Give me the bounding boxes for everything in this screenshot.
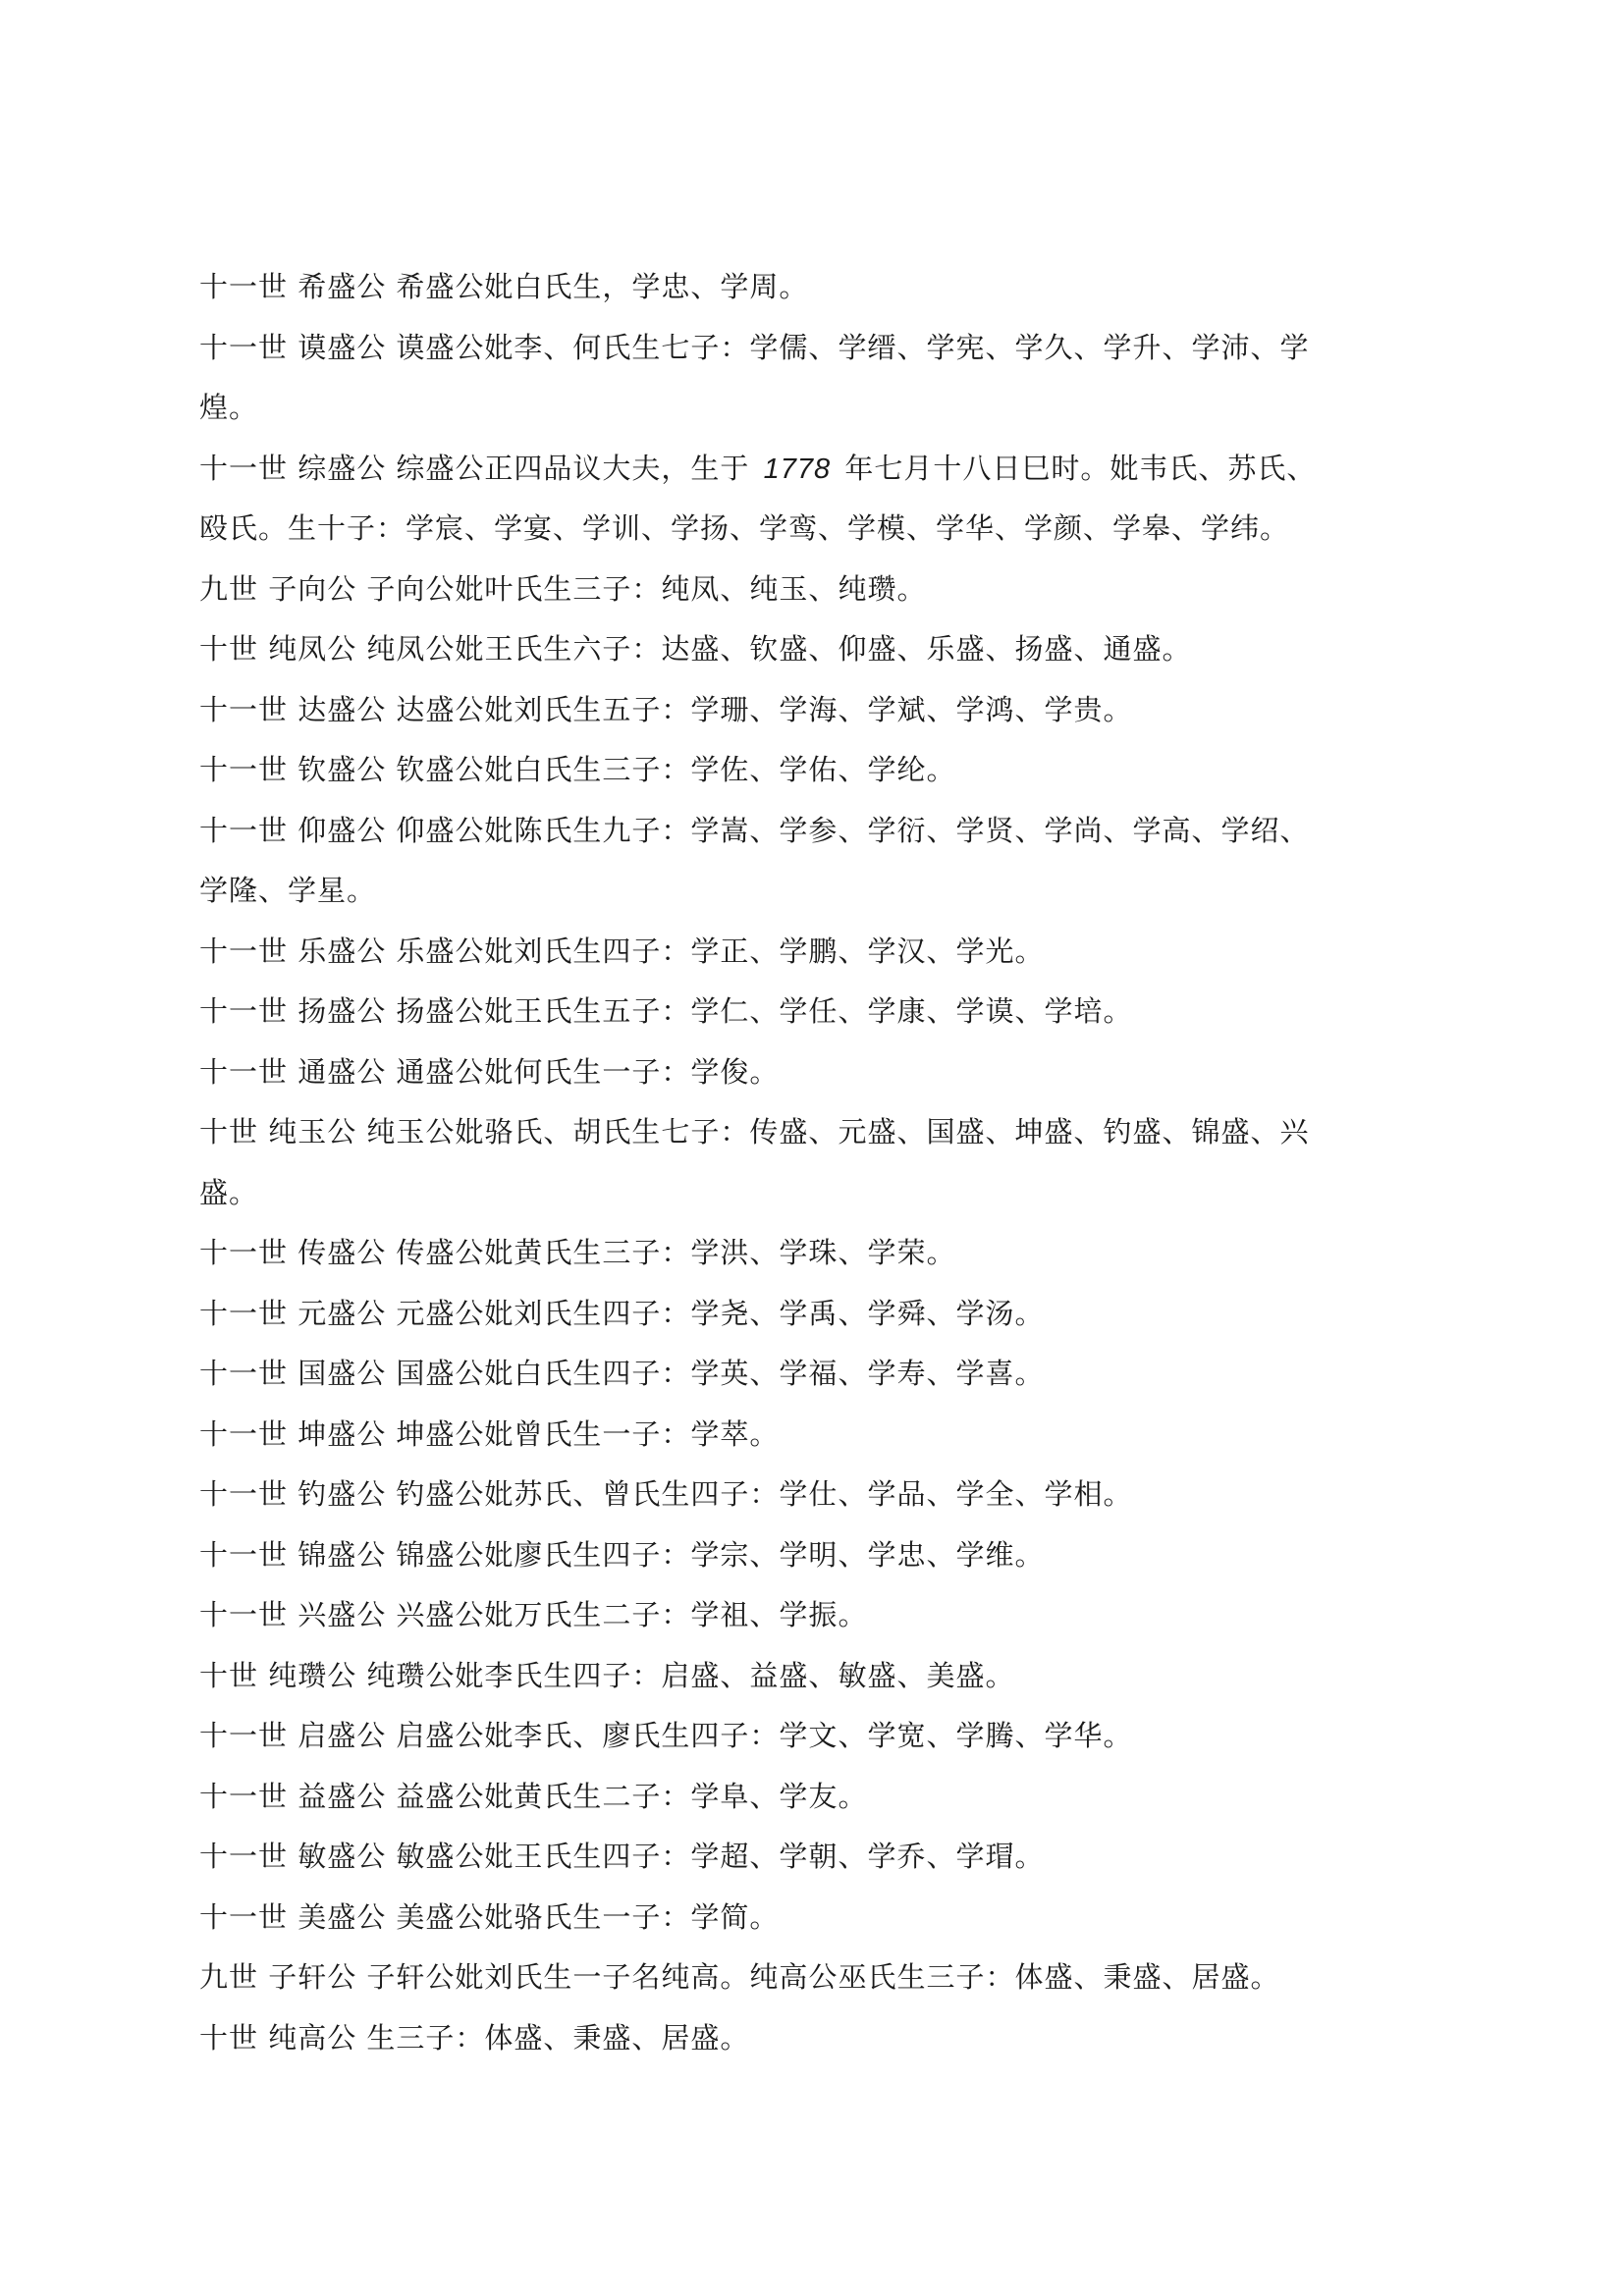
text-line: 十一世 谟盛公 谟盛公妣李、何氏生七子：学儒、学缙、学宪、学久、学升、学沛、学	[199, 330, 1310, 364]
text-line: 学隆、学星。	[199, 874, 377, 907]
text-line: 九世 子向公 子向公妣叶氏生三子：纯凤、纯玉、纯瓒。	[199, 571, 927, 606]
text-line: 十一世 元盛公 元盛公妣刘氏生四子：学尧、学禹、学舜、学汤。	[199, 1296, 1045, 1330]
text-line: 十世 纯高公 生三子：体盛、秉盛、居盛。	[199, 2020, 750, 2055]
text-line: 十一世 乐盛公 乐盛公妣刘氏生四子：学正、学鹏、学汉、学光。	[199, 934, 1045, 968]
text-line: 十一世 锦盛公 锦盛公妣廖氏生四子：学宗、学明、学忠、学维。	[199, 1537, 1045, 1572]
text-line: 十一世 希盛公 希盛公妣白氏生，学忠、学周。	[199, 270, 809, 303]
text-line: 十一世 扬盛公 扬盛公妣王氏生五子：学仁、学任、学康、学谟、学培。	[199, 994, 1133, 1028]
text-line: 十世 纯玉公 纯玉公妣骆氏、胡氏生七子：传盛、元盛、国盛、坤盛、钓盛、锦盛、兴	[199, 1115, 1310, 1148]
genealogy-text	[199, 257, 1466, 2068]
text-line: 十一世 钦盛公 钦盛公妣白氏生三子：学佐、学佑、学纶。	[199, 753, 956, 786]
text-line: 九世 子轩公 子轩公妣刘氏生一子名纯高。纯高公巫氏生三子：体盛、秉盛、居盛。	[199, 1960, 1280, 1994]
text-line: 盛。	[199, 1175, 259, 1209]
text-line: 十一世 坤盛公 坤盛公妣曾氏生一子：学萃。	[199, 1416, 780, 1451]
text-line: 十一世 国盛公 国盛公妣白氏生四子：学英、学福、学寿、学喜。	[199, 1357, 1045, 1390]
text-line: 十一世 益盛公 益盛公妣黄氏生二子：学阜、学友。	[199, 1779, 868, 1813]
year-number: 1778	[763, 453, 832, 485]
text-line: 十一世 启盛公 启盛公妣李氏、廖氏生四子：学文、学宽、学腾、学华。	[199, 1719, 1133, 1752]
text-line: 殴氏。生十子：学宸、学宴、学训、学扬、学鸾、学模、学华、学颜、学皋、学纬。	[199, 511, 1290, 545]
text-line: 十一世 达盛公 达盛公妣刘氏生五子：学珊、学海、学斌、学鸿、学贵。	[199, 692, 1133, 726]
text-line: 十一世 综盛公 综盛公正四品议大夫，生于 1778 年七月十八日巳时。妣韦氏、苏氏、	[199, 451, 1317, 485]
text-line: 十一世 美盛公 美盛公妣骆氏生一子：学简。	[199, 1899, 780, 1934]
text-line: 十一世 传盛公 传盛公妣黄氏生三子：学洪、学珠、学荣。	[199, 1236, 956, 1269]
text-line: 十一世 仰盛公 仰盛公妣陈氏生九子：学嵩、学参、学衍、学贤、学尚、学高、学绍、	[199, 813, 1310, 847]
text-line: 十世 纯瓒公 纯瓒公妣李氏生四子：启盛、益盛、敏盛、美盛。	[199, 1658, 1015, 1692]
text-line: 煌。	[199, 391, 259, 424]
text-line: 十一世 钓盛公 钓盛公妣苏氏、曾氏生四子：学仕、学品、学全、学相。	[199, 1477, 1133, 1511]
text-line: 十一世 敏盛公 敏盛公妣王氏生四子：学超、学朝、学乔、学瑁。	[199, 1840, 1045, 1873]
text-line: 十一世 兴盛公 兴盛公妣万氏生二子：学祖、学振。	[199, 1598, 868, 1631]
text-line: 十一世 通盛公 通盛公妣何氏生一子：学俊。	[199, 1054, 780, 1089]
text-line: 十世 纯凤公 纯凤公妣王氏生六子：达盛、钦盛、仰盛、乐盛、扬盛、通盛。	[199, 632, 1192, 666]
